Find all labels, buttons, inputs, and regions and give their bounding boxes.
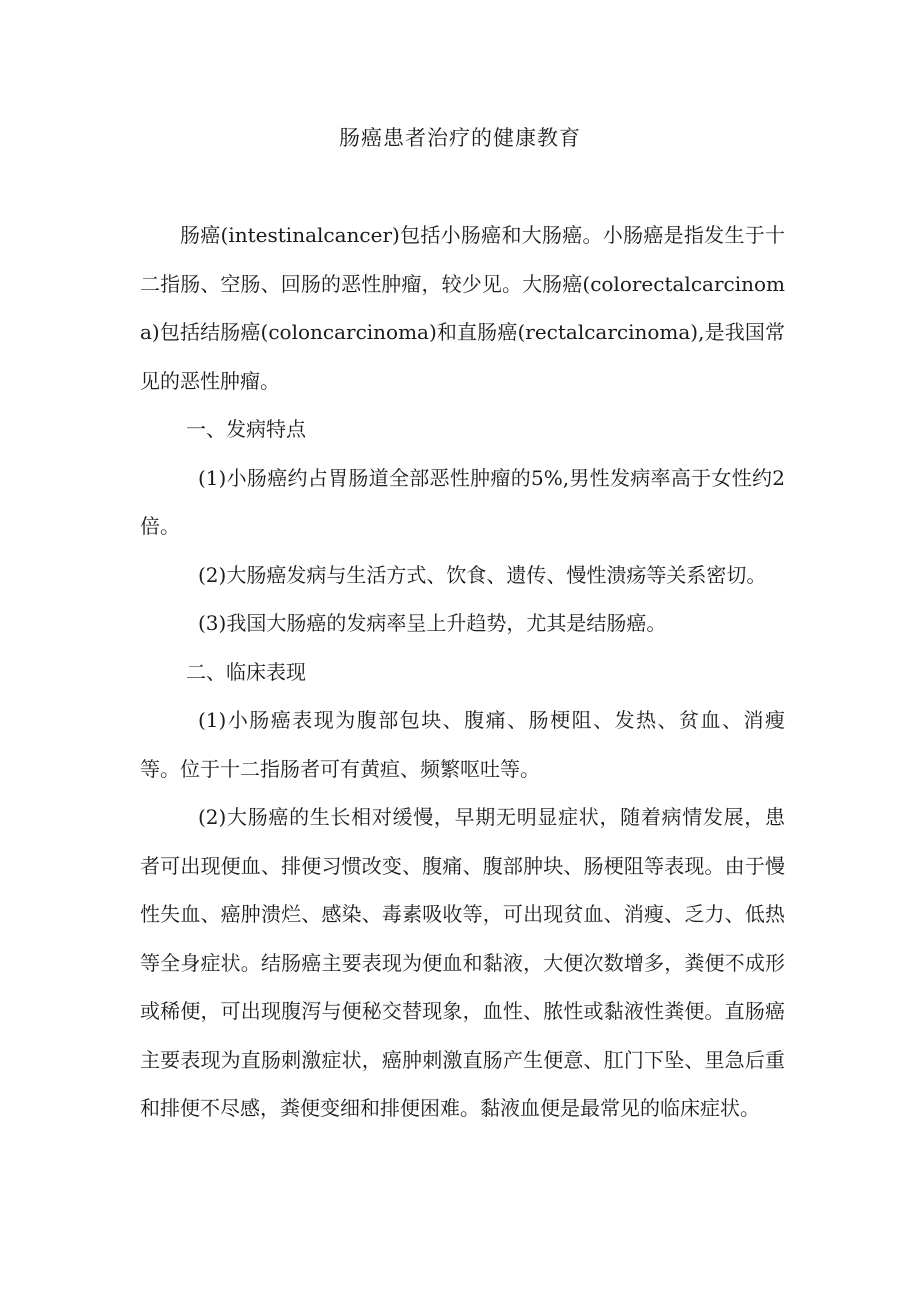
clinical-item-2: (2)大肠癌的生长相对缓慢，早期无明显症状，随着病情发展，患者可出现便血、排便习惯改变、腹痛、腹部肿块、肠梗阻等表现。由于慢性失血、癌肿溃烂、感染、毒素吸收等，可出现贫血、消瘦、乏力、低热等全身症状。结肠癌主要表现为便血和黏液，大便次数增多，粪便不成形或稀便，可出现腹泻与便秘交替现象，血性、脓性或黏液性粪便。直肠癌主要表现为直肠刺激症状，癌肿刺激直肠产生便意、肛门下坠、里急后重和排便不尽感，粪便变细和排便困难。黏液血便是最常见的临床症状。 — [140, 805, 785, 1120]
intro-paragraph: 肠癌(intestinalcancer)包括小肠癌和大肠癌。小肠癌是指发生于十二指肠、空肠、回肠的恶性肿瘤，较少见。大肠癌(colorectalcarcinoma)包括结肠癌(coloncarcinoma)和直肠癌(rectalcarcinoma),是我国常见的恶性肿瘤。 — [140, 223, 785, 393]
onset-item-1: (1)小肠癌约占胃肠道全部恶性肿瘤的5%,男性发病率高于女性约2倍。 — [140, 465, 785, 538]
document-title: 肠癌患者治疗的健康教育 — [339, 126, 581, 150]
document-body — [140, 211, 785, 1133]
section-heading-clinical: 二、临床表现 — [186, 659, 306, 684]
clinical-item-1: (1)小肠癌表现为腹部包块、腹痛、肠梗阻、发热、贫血、消瘦等。位于十二指肠者可有黄疸、频繁呕吐等。 — [140, 708, 785, 781]
section-heading-onset: 一、发病特点 — [186, 417, 306, 441]
onset-item-3: (3)我国大肠癌的发病率呈上升趋势，尤其是结肠癌。 — [198, 611, 667, 635]
onset-item-2: (2)大肠癌发病与生活方式、饮食、遗传、慢性溃疡等关系密切。 — [198, 562, 767, 587]
